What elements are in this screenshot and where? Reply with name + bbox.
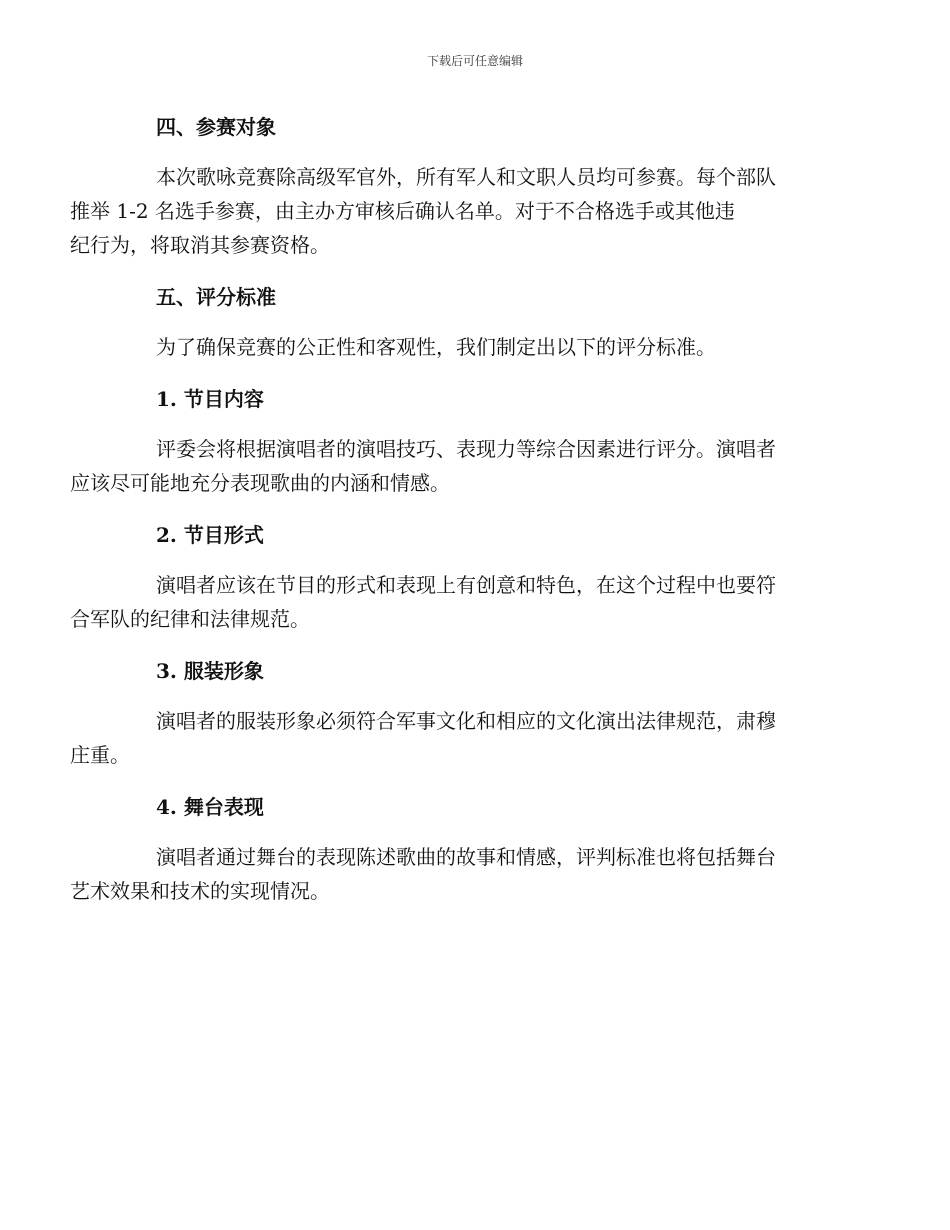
paragraph [113, 330, 829, 364]
paragraph [70, 840, 829, 908]
paragraph-line: 庄重。 [70, 743, 130, 767]
section-participants [70, 110, 829, 262]
document-body [70, 110, 829, 926]
section-heading: 四、参赛对象 [156, 115, 276, 139]
paragraph-line: 为了确保竞赛的公正性和客观性，我们制定出以下的评分标准。 [156, 335, 716, 359]
section-heading: 4. 舞台表现 [156, 795, 264, 819]
paragraph-line: 艺术效果和技术的实现情况。 [70, 879, 330, 903]
paragraph-line: 评委会将根据演唱者的演唱技巧、表现力等综合因素进行评分。演唱者 [156, 437, 776, 461]
section-program-content [70, 382, 829, 500]
paragraph [70, 432, 829, 500]
paragraph [70, 704, 829, 772]
section-heading: 五、评分标准 [156, 285, 276, 309]
section-stage-performance [70, 790, 829, 908]
page-header: 下载后可任意编辑 [426, 54, 523, 68]
section-heading: 3. 服装形象 [156, 659, 264, 683]
paragraph-line: 纪行为，将取消其参赛资格。 [70, 233, 330, 257]
paragraph [70, 568, 829, 636]
section-scoring-criteria [113, 280, 829, 364]
paragraph-line: 演唱者应该在节目的形式和表现上有创意和特色，在这个过程中也要符 [156, 573, 776, 597]
paragraph-line: 推举 1-2 名选手参赛，由主办方审核后确认名单。对于不合格选手或其他违 [70, 199, 735, 223]
paragraph-line: 应该尽可能地充分表现歌曲的内涵和情感。 [70, 471, 450, 495]
paragraph-line: 演唱者的服装形象必须符合军事文化和相应的文化演出法律规范，肃穆 [156, 709, 776, 733]
paragraph-line: 合军队的纪律和法律规范。 [70, 607, 310, 631]
paragraph-line: 演唱者通过舞台的表现陈述歌曲的故事和情感，评判标准也将包括舞台 [156, 845, 776, 869]
section-heading: 2. 节目形式 [156, 523, 264, 547]
section-program-form [70, 518, 829, 636]
section-heading: 1. 节目内容 [156, 387, 264, 411]
section-costume-image [70, 654, 829, 772]
paragraph [70, 160, 829, 262]
paragraph-line: 本次歌咏竞赛除高级军官外，所有军人和文职人员均可参赛。每个部队 [156, 165, 776, 189]
